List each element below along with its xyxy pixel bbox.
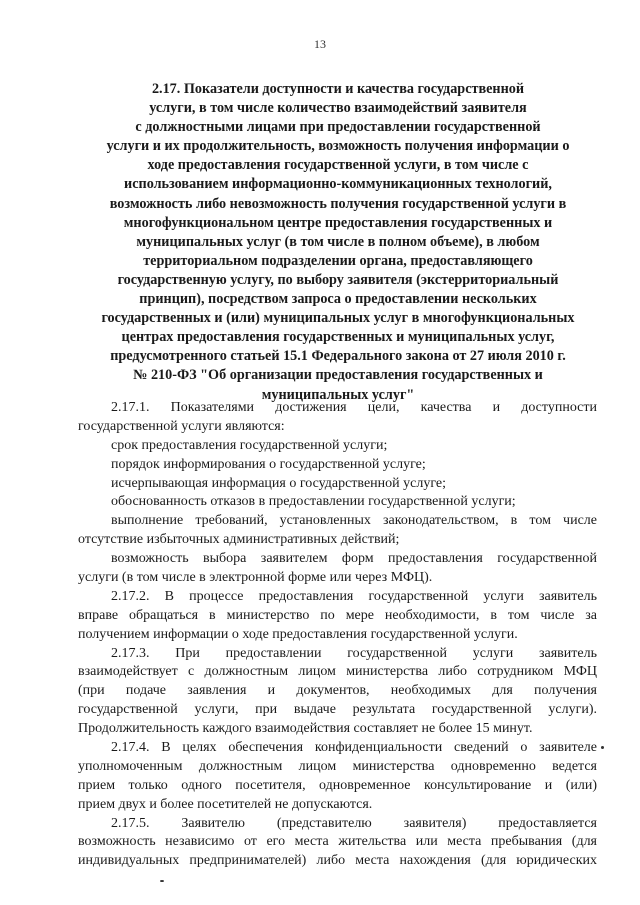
body-line: государственной услуги, при выдаче результата государственной услуги).	[78, 702, 597, 718]
heading-line: принцип), посредством запроса о предоставлении нескольких	[139, 291, 537, 308]
heading-line: государственную услугу, по выбору заявителя (экстерриториальный	[117, 271, 559, 288]
body-line: обоснованность отказов в предоставлении государственной услуги;	[111, 494, 516, 510]
heading-line: использованием информационно-коммуникационных технологий,	[124, 176, 552, 193]
body-line: срок предоставления государственной услуги;	[111, 437, 388, 453]
body-line: прием двух и более посетителей не допускаются.	[78, 796, 373, 812]
body-line: исчерпывающая информация о государственной услуге;	[111, 475, 446, 491]
body-line: 2.17.2. В процессе предоставления государственной услуги заявитель	[111, 588, 597, 604]
heading-line: муниципальных услуг"	[261, 386, 415, 403]
heading-line: муниципальных услуг (в том числе в полном объеме), в любом	[136, 233, 540, 250]
body-line: отсутствие избыточных административных действий;	[78, 532, 400, 548]
heading-line: возможность либо невозможность получения государственной услуги в	[109, 195, 567, 212]
page-number: 13	[314, 37, 326, 51]
body-line: уполномоченным должностным лицом министерства одновременно ведется	[78, 758, 597, 774]
scan-speck	[160, 880, 164, 882]
body-line: выполнение требований, установленных законодательством, в том числе	[111, 513, 597, 529]
body-line: услуги (в том числе в электронной форме или через МФЦ).	[78, 570, 433, 586]
heading-line: услуги и их продолжительность, возможность получения информации о	[106, 138, 570, 155]
body-line: прием только одного посетителя, одновременное консультирование и (или)	[78, 777, 597, 793]
section-body	[78, 399, 597, 871]
body-line: Продолжительность каждого взаимодействия составляет не более 15 минут.	[78, 721, 533, 737]
heading-line: территориальном подразделении органа, предоставляющего	[143, 252, 533, 269]
heading-line: предусмотренного статьей 15.1 Федерального закона от 27 июля 2010 г.	[110, 348, 566, 365]
heading-line: центрах предоставления государственных и муниципальных услуг,	[121, 329, 555, 346]
body-line: 2.17.5. Заявителю (представителю заявителя) предоставляется	[111, 815, 597, 831]
body-line: государственной услуги являются:	[78, 418, 285, 434]
body-line: 2.17.3. При предоставлении государственной услуги заявитель	[111, 645, 597, 661]
body-line: возможность независимо от его места жительства или места пребывания (для	[78, 834, 597, 850]
heading-line: государственных и (или) муниципальных услуг в многофункциональных	[101, 310, 575, 327]
body-line: порядок информирования о государственной услуге;	[111, 456, 426, 472]
body-line: получением информации о ходе предоставления государственной услуги.	[78, 626, 518, 642]
heading-line: услуги, в том числе количество взаимодействий заявителя	[149, 100, 527, 117]
scan-speck	[601, 746, 604, 749]
body-line: индивидуальных предпринимателей) либо места нахождения (для юридических	[78, 853, 597, 869]
heading-line: № 210-ФЗ "Об организации предоставления государственных и	[133, 367, 543, 384]
body-line: возможность выбора заявителем форм предоставления государственной	[111, 551, 597, 567]
body-line: вправе обращаться в министерство по мере необходимости, в том числе за	[78, 607, 597, 623]
heading-line: многофункциональном центре предоставления государственных и	[123, 214, 553, 231]
body-line: 2.17.1. Показателями достижения цели, качества и доступности	[111, 400, 597, 415]
heading-line: 2.17. Показатели доступности и качества государственной	[151, 81, 525, 97]
body-line: (при подаче заявления и документов, необходимых для получения	[78, 683, 597, 699]
heading-line: с должностными лицами при предоставлении государственной	[135, 119, 541, 136]
body-line: 2.17.4. В целях обеспечения конфиденциальности сведений о заявителе	[111, 740, 597, 756]
section-heading	[78, 80, 598, 405]
body-line: взаимодействует с должностным лицом министерства либо сотрудником МФЦ	[78, 664, 597, 680]
heading-line: ходе предоставления государственной услуги, в том числе с	[147, 157, 529, 174]
